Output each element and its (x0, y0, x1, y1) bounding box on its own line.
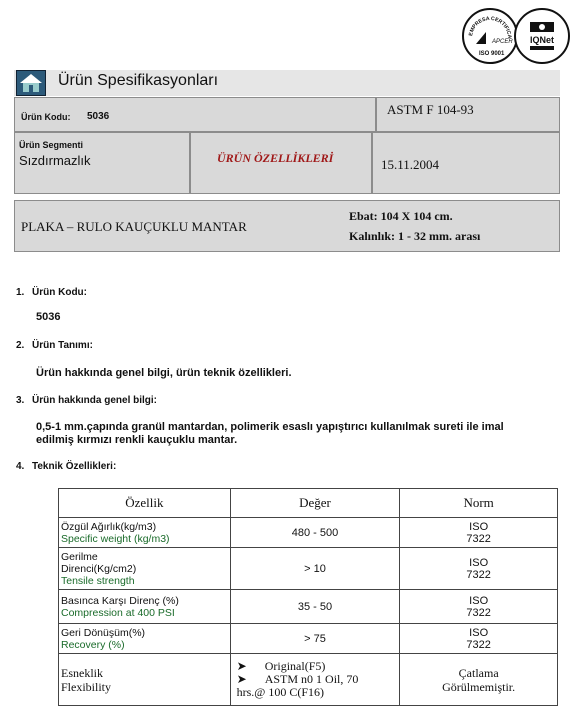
section-2-heading: 2. Ürün Tanımı: (16, 340, 93, 351)
apcer-certification-logo (462, 8, 518, 64)
svg-text:IQNet: IQNet (530, 35, 555, 45)
tech-specs-table (58, 488, 558, 706)
section-1-text: 5036 (36, 311, 61, 323)
col-header-norm: Norm (400, 489, 558, 518)
product-code-cell: Ürün Kodu: 5036 (14, 97, 376, 132)
table-row: Geri Dönüşüm(%) Recovery (%) > 75 ISO 7322 (59, 624, 558, 654)
svg-text:ISO 9001: ISO 9001 (479, 51, 505, 57)
col-header-value: Değer (230, 489, 400, 518)
section-4-heading: 4. Teknik Özellikleri: (16, 461, 117, 472)
standard-cell: ASTM F 104-93 (376, 97, 560, 132)
table-header-row (59, 489, 558, 518)
segment-cell: Ürün Segmenti Sızdırmazlık (14, 132, 190, 194)
date-cell: 15.11.2004 (372, 132, 560, 194)
table-row: Gerilme Direnci(Kg/cm2) Tensile strength > 10 ISO 7322 (59, 548, 558, 590)
section-2-text: Ürün hakkında genel bilgi, ürün teknik özellikleri. (36, 367, 292, 379)
table-row: Esneklik Flexibility ➤ Original(F5) ➤ ASTM n0 1 Oil, 70 hrs.@ 100 C(F16) Çatlama Görülmemiştir. (59, 654, 558, 706)
col-header-property: Özellik (59, 489, 231, 518)
features-cell: ÜRÜN ÖZELLİKLERİ (190, 132, 372, 194)
svg-text:APCER: APCER (492, 39, 513, 45)
section-3-heading: 3. Ürün hakkında genel bilgi: (16, 395, 158, 406)
product-name-cell (14, 200, 560, 252)
title-bar (14, 70, 560, 96)
building-icon (16, 70, 46, 96)
section-1-heading: 1. Ürün Kodu: (16, 287, 87, 298)
svg-text:EMPRESA CERTIFICADA: EMPRESA CERTIFICA (468, 15, 513, 39)
section-3-text-line1: 0,5-1 mm.çapında granül mantardan, polimerik esaslı yapıştırıcı kullanılmak sureti ile imal (36, 421, 504, 433)
product-name: PLAKA – RULO KAUÇUKLU MANTAR (21, 219, 247, 234)
table-row: Özgül Ağırlık(kg/m3) Specific weight (kg/m3) 480 - 500 ISO 7322 (59, 518, 558, 548)
product-size: Ebat: 104 X 104 cm. (349, 209, 453, 223)
table-row: Basınca Karşı Direnç (%) Compression at 400 PSI 35 - 50 ISO 7322 (59, 590, 558, 624)
section-3-text-line2: edilmiş kırmızı renkli kauçuklu mantar. (36, 434, 238, 446)
product-thickness: Kalınlık: 1 - 32 mm. arası (349, 229, 481, 243)
iqnet-logo (514, 8, 570, 64)
page-title: Ürün Spesifikasyonları (58, 72, 219, 89)
